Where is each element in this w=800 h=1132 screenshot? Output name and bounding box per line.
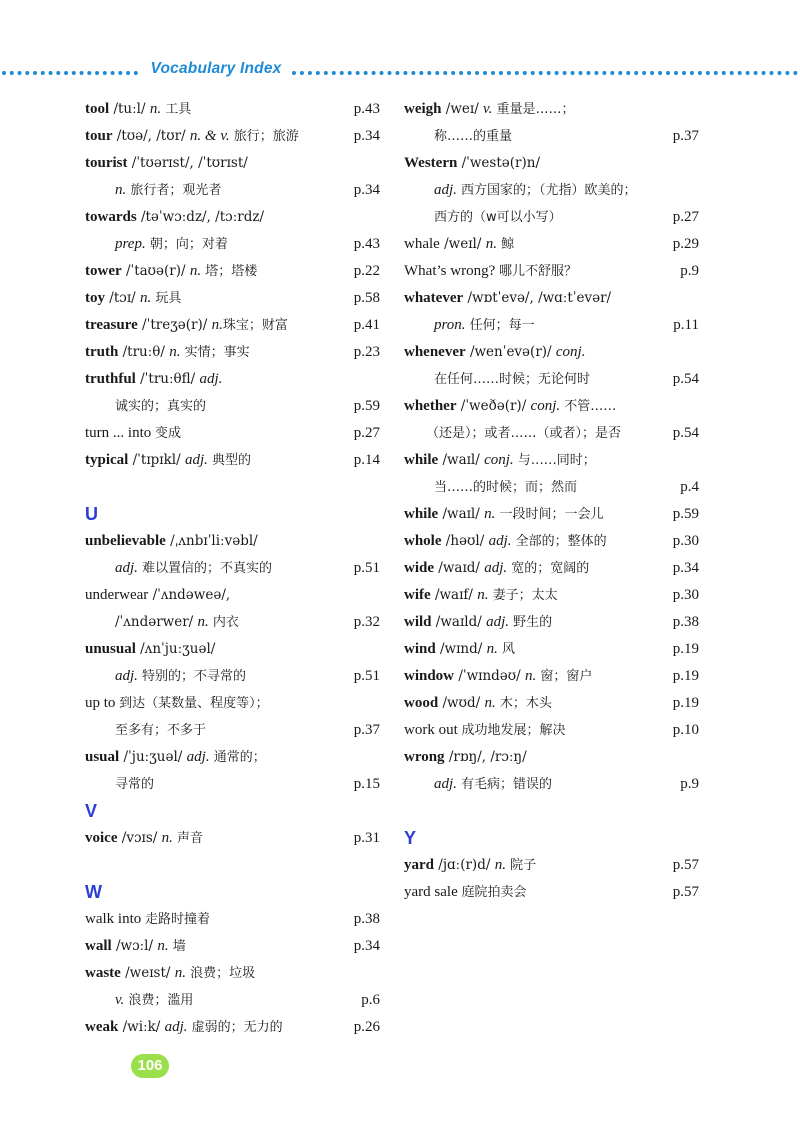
page-ref: p.26 <box>353 1019 380 1035</box>
page-ref: p.34 <box>353 128 380 144</box>
entry-whenever: whenever /wenˈevə(r)/ conj. <box>404 344 586 360</box>
page-ref: p.59 <box>353 398 380 414</box>
entry-yard-sale: yard sale 庭院拍卖会 p.57 <box>404 879 699 906</box>
right-column <box>404 96 699 906</box>
page-ref: p.37 <box>672 128 699 144</box>
entry-work-out: work out 成功地发展；解决 p.10 <box>404 717 699 744</box>
page-ref: p.43 <box>353 101 380 117</box>
entry-wife: wife /waɪf/ n. 妻子；太太 p.30 <box>404 582 699 609</box>
dotted-rule-right <box>292 71 798 75</box>
section-letter-v: V <box>85 801 98 821</box>
page-ref: p.9 <box>680 263 699 279</box>
entry-whale: whale /weɪl/ n. 鲸 p.29 <box>404 231 699 258</box>
page-ref: p.27 <box>672 209 699 225</box>
section-letter-w: W <box>85 882 102 902</box>
page-ref: p.9 <box>680 776 699 792</box>
page-ref: p.19 <box>672 695 699 711</box>
entry-truth: truth /truːθ/ n. 实情；事实 p.23 <box>85 339 380 366</box>
page-ref: p.32 <box>353 614 380 630</box>
entry-unusual-def: adj. 特别的；不寻常的 p.51 <box>85 663 380 690</box>
entry-whether: whether /ˈweðə(r)/ conj. 不管…… <box>404 398 617 414</box>
entry-underwear-def: /ˈʌndərwer/ n. 内衣 p.32 <box>85 609 380 636</box>
entry-turn-into: turn ... into 变成 p.27 <box>85 420 380 447</box>
entry-treasure: treasure /ˈtreʒə(r)/ n.珠宝；财富 p.41 <box>85 312 380 339</box>
entry-truthful: truthful /ˈtruːθfl/ adj. <box>85 371 223 387</box>
page-ref: p.54 <box>672 425 699 441</box>
entry-toy: toy /tɔɪ/ n. 玩具 p.58 <box>85 285 380 312</box>
entry-up-to: up to 到达（某数量、程度等）； <box>85 695 269 711</box>
entry-tourist-def: n. 旅行者；观光者 p.34 <box>85 177 380 204</box>
page-ref: p.30 <box>672 533 699 549</box>
page-ref: p.51 <box>353 668 380 684</box>
page-ref: p.14 <box>353 452 380 468</box>
dotted-rule-left <box>2 71 138 75</box>
page-ref: p.23 <box>353 344 380 360</box>
entry-usual-def: 寻常的 p.15 <box>85 771 380 798</box>
page-ref: p.34 <box>672 560 699 576</box>
entry-unbelievable-def: adj. 难以置信的；不真实的 p.51 <box>85 555 380 582</box>
entry-while-conj: while /waɪl/ conj. 与……同时； <box>404 452 596 468</box>
left-column <box>85 96 380 1041</box>
page-ref: p.11 <box>673 317 699 333</box>
page-number-badge: 106 <box>131 1054 169 1078</box>
page-ref: p.34 <box>353 938 380 954</box>
page-ref: p.4 <box>680 479 699 495</box>
entry-while-conj-def: 当……的时候；而；然而 p.4 <box>404 474 699 501</box>
page-ref: p.19 <box>672 641 699 657</box>
page-ref: p.51 <box>353 560 380 576</box>
entry-whenever-def: 在任何……时候；无论何时 p.54 <box>404 366 699 393</box>
page-ref: p.43 <box>353 236 380 252</box>
entry-tool: tool /tuːl/ n. 工具 p.43 <box>85 96 380 123</box>
entry-tourist: tourist /ˈtʊərɪst/, /ˈtʊrɪst/ <box>85 155 248 171</box>
page-ref: p.30 <box>672 587 699 603</box>
entry-waste: waste /weɪst/ n. 浪费；垃圾 <box>85 965 256 981</box>
entry-up-to-def: 至多有；不多于 p.37 <box>85 717 380 744</box>
page-ref: p.31 <box>353 830 380 846</box>
page-ref: p.22 <box>353 263 380 279</box>
page-ref: p.6 <box>361 992 380 1008</box>
entry-wrong: wrong /rɒŋ/, /rɔːŋ/ <box>404 749 527 765</box>
section-letter-u: U <box>85 504 98 524</box>
entry-wind: wind /wɪnd/ n. 风 p.19 <box>404 636 699 663</box>
page-ref: p.58 <box>353 290 380 306</box>
page-ref: p.10 <box>672 722 699 738</box>
entry-tour: tour /tʊə/, /tʊr/ n. & v. 旅行；旅游 p.34 <box>85 123 380 150</box>
page-ref: p.34 <box>353 182 380 198</box>
entry-whether-def: （还是）；或者……（或者）；是否 p.54 <box>404 420 699 447</box>
page-ref: p.38 <box>353 911 380 927</box>
entry-western-def2: 西方的（w可以小写） p.27 <box>404 204 699 231</box>
entry-wild: wild /waɪld/ adj. 野生的 p.38 <box>404 609 699 636</box>
entry-waste-def: v. 浪费；滥用 p.6 <box>85 987 380 1014</box>
entry-usual: usual /ˈjuːʒuəl/ adj. 通常的； <box>85 749 266 765</box>
page-ref: p.15 <box>353 776 380 792</box>
entry-unbelievable: unbelievable /ˌʌnbɪˈliːvəbl/ <box>85 533 258 549</box>
entry-walk-into: walk into 走路时撞着 p.38 <box>85 906 380 933</box>
entry-yard: yard /jɑː(r)d/ n. 院子 p.57 <box>404 852 699 879</box>
entry-whats-wrong: What’s wrong? 哪儿不舒服？ p.9 <box>404 258 699 285</box>
entry-truthful-def: 诚实的；真实的 p.59 <box>85 393 380 420</box>
entry-towards-def: prep. 朝；向；对着 p.43 <box>85 231 380 258</box>
entry-whole: whole /həʊl/ adj. 全部的；整体的 p.30 <box>404 528 699 555</box>
page-ref: p.54 <box>672 371 699 387</box>
entry-wall: wall /wɔːl/ n. 墙 p.34 <box>85 933 380 960</box>
entry-weigh-def: 称……的重量 p.37 <box>404 123 699 150</box>
header-title: Vocabulary Index <box>150 60 282 77</box>
page-ref: p.57 <box>672 884 699 900</box>
entry-tower: tower /ˈtaʊə(r)/ n. 塔；塔楼 p.22 <box>85 258 380 285</box>
page-ref: p.19 <box>672 668 699 684</box>
entry-wrong-def: adj. 有毛病；错误的 p.9 <box>404 771 699 798</box>
entry-while-n: while /waɪl/ n. 一段时间；一会儿 p.59 <box>404 501 699 528</box>
section-letter-y: Y <box>404 828 417 848</box>
entry-whatever: whatever /wɒtˈevə/, /wɑːtˈevər/ <box>404 290 612 306</box>
entry-wood: wood /wʊd/ n. 木；木头 p.19 <box>404 690 699 717</box>
page-ref: p.57 <box>672 857 699 873</box>
page-ref: p.27 <box>353 425 380 441</box>
page-ref: p.37 <box>353 722 380 738</box>
entry-western-def: adj. 西方国家的；（尤指）欧美的； <box>434 182 637 198</box>
entry-voice: voice /vɔɪs/ n. 声音 p.31 <box>85 825 380 852</box>
entry-weak: weak /wiːk/ adj. 虚弱的；无力的 p.26 <box>85 1014 380 1041</box>
page-ref: p.38 <box>672 614 699 630</box>
entry-weigh: weigh /weɪ/ v. 重量是……； <box>404 101 575 117</box>
entry-western: Western /ˈwestə(r)n/ <box>404 155 540 171</box>
entry-wide: wide /waɪd/ adj. 宽的；宽阔的 p.34 <box>404 555 699 582</box>
entry-window: window /ˈwɪndəʊ/ n. 窗；窗户 p.19 <box>404 663 699 690</box>
entry-underwear: underwear /ˈʌndəweə/, <box>85 587 231 603</box>
page-ref: p.29 <box>672 236 699 252</box>
page-ref: p.41 <box>353 317 380 333</box>
entry-towards: towards /təˈwɔːdz/, /tɔːrdz/ <box>85 209 265 225</box>
entry-typical: typical /ˈtɪpɪkl/ adj. 典型的 p.14 <box>85 447 380 474</box>
page-header <box>0 58 800 84</box>
entry-unusual: unusual /ʌnˈjuːʒuəl/ <box>85 641 216 657</box>
page-ref: p.59 <box>672 506 699 522</box>
entry-whatever-def: pron. 任何；每一 p.11 <box>404 312 699 339</box>
